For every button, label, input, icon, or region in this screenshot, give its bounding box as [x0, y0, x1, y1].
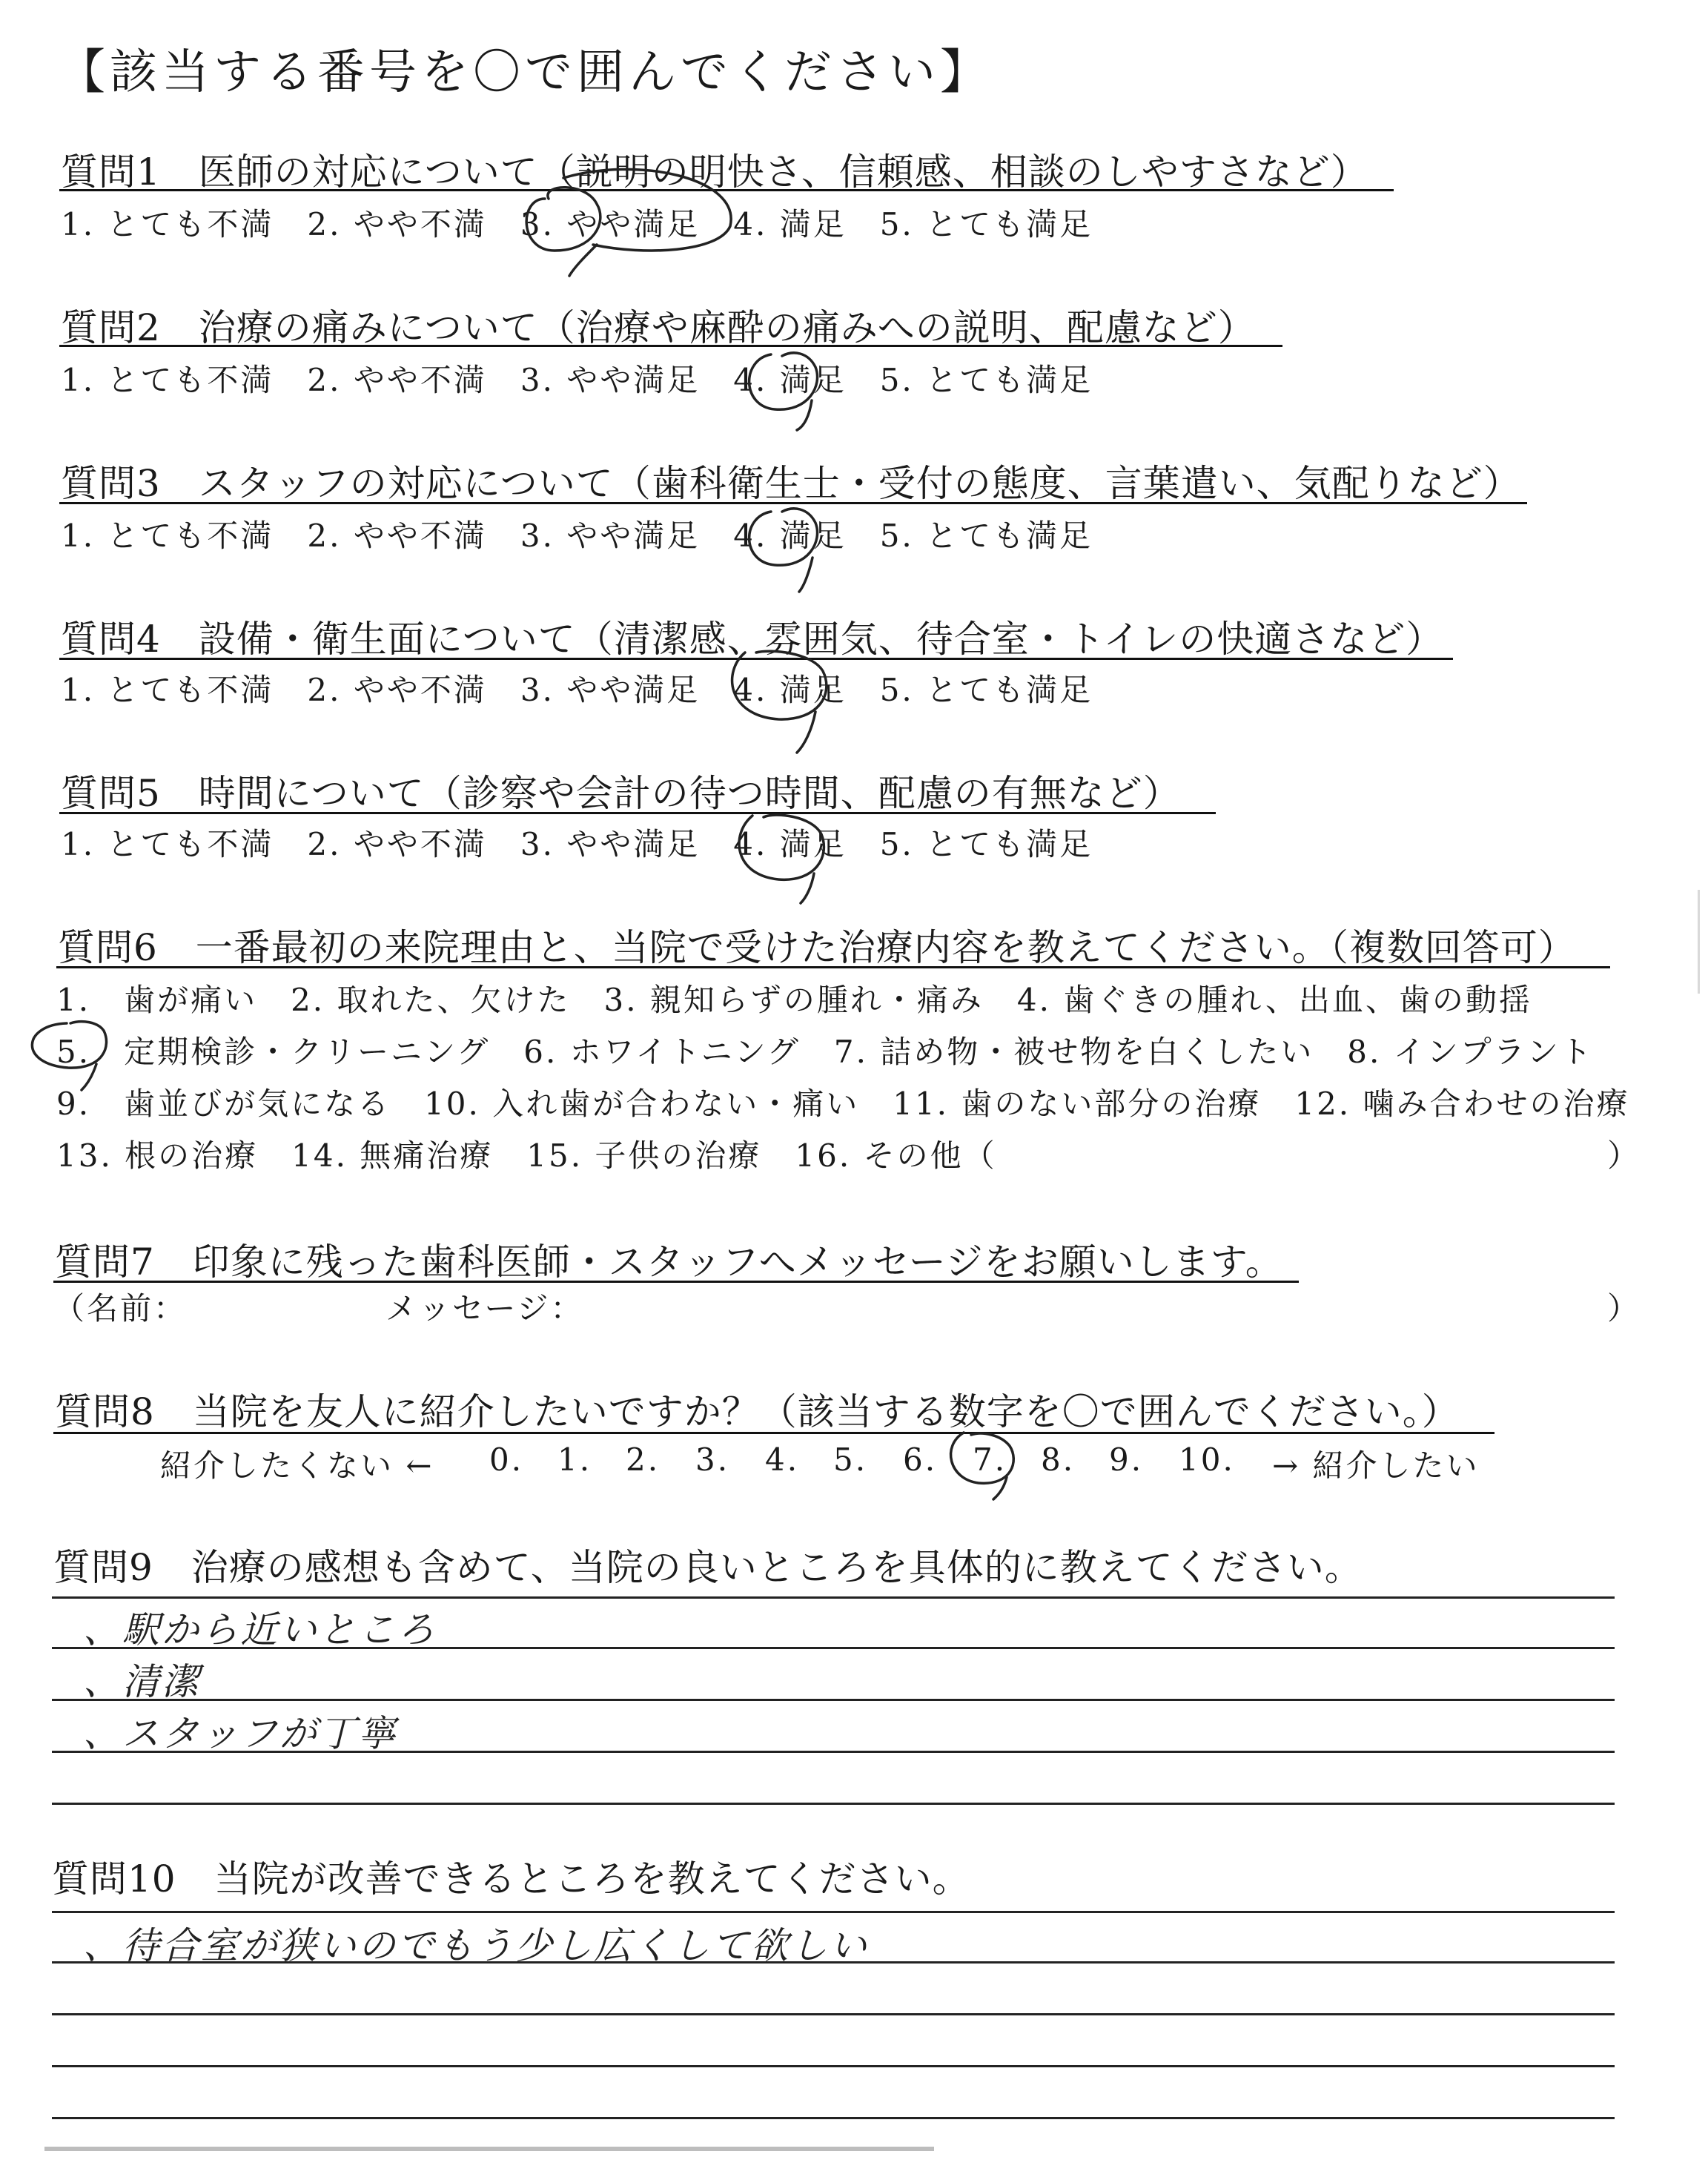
question-4-heading: 質問4 設備・衛生面について（清潔感、雰囲気、待合室・トイレの快適さなど） — [61, 618, 1444, 661]
scan-edge-mark — [1698, 890, 1700, 994]
question-6-options-row-1: 1. 歯が痛い 2. 取れた、欠けた 3. 親知らずの腫れ・痛み 4. 歯ぐきの腫れ、出血、歯の動揺 — [56, 982, 1532, 1018]
q4-circle-tail — [797, 712, 815, 753]
question-4-options: 1. とても不満 2. やや不満 3. やや満足 4. 満足 5. とても満足 — [61, 672, 1093, 708]
question-9-answer-3: 、スタッフが丁寧 — [83, 1712, 397, 1755]
question-2-options: 1. とても不満 2. やや不満 3. やや満足 4. 満足 5. とても満足 — [61, 362, 1093, 398]
question-8-scale-8: 8. — [1041, 1441, 1076, 1478]
question-5-options: 1. とても不満 2. やや不満 3. やや満足 4. 満足 5. とても満足 — [61, 826, 1093, 862]
question-8-scale-2: 2. — [626, 1441, 661, 1478]
question-8-left-label: 紹介したくない ← — [160, 1447, 434, 1484]
question-3-heading: 質問3 スタッフの対応について（歯科衛生士・受付の態度、言葉遣い、気配りなど） — [61, 462, 1521, 505]
question-5-heading: 質問5 時間について（診察や会計の待つ時間、配慮の有無など） — [61, 772, 1181, 815]
question-10-answer-1: 、待合室が狭いのでもう少し広くして欲しい — [83, 1924, 869, 1967]
question-7-heading: 質問7 印象に残った歯科医師・スタッフへメッセージをお願いします。 — [55, 1241, 1283, 1284]
q3-circle-tail — [799, 558, 812, 592]
q2-circle-tail — [797, 400, 812, 430]
question-2-underline — [59, 345, 1282, 347]
question-8-scale-10: 10. — [1179, 1441, 1235, 1478]
question-9-heading: 質問9 治療の感想も含めて、当院の良いところを具体的に教えてください。 — [53, 1546, 1363, 1589]
question-4-underline — [59, 658, 1453, 660]
q5-circle-tail — [801, 873, 814, 903]
question-3-underline — [59, 502, 1527, 504]
question-7-underline — [53, 1281, 1299, 1283]
question-10-rule-4 — [52, 2065, 1615, 2067]
question-10-heading: 質問10 当院が改善できるところを教えてください。 — [52, 1857, 970, 1900]
question-7-close: ） — [1607, 1290, 1641, 1327]
question-10-rule-3 — [52, 2013, 1615, 2015]
page-title: 【該当する番号を〇で囲んでください】 — [58, 45, 992, 100]
question-6-options-row-4: 13. 根の治療 14. 無痛治療 15. 子供の治療 16. その他（ — [56, 1137, 997, 1174]
question-6-other-close: ） — [1607, 1137, 1641, 1174]
question-7-name-label: （名前： — [53, 1290, 188, 1327]
q1-circle-tail — [569, 245, 597, 276]
question-8-scale-9: 9. — [1109, 1441, 1144, 1478]
question-8-heading: 質問8 当院を友人に紹介したいですか？（該当する数字を〇で囲んでください。） — [55, 1390, 1460, 1433]
question-8-underline — [53, 1432, 1494, 1434]
question-1-heading: 質問1 医師の対応について（説明の明快さ、信頼感、相談のしやすさなど） — [61, 151, 1368, 194]
question-8-scale-0: 0. — [489, 1441, 524, 1478]
question-9-rule-1 — [52, 1596, 1615, 1599]
question-10-rule-5 — [52, 2117, 1615, 2119]
question-6-heading: 質問6 一番最初の来院理由と、当院で受けた治療内容を教えてください。（複数回答可） — [58, 926, 1576, 969]
question-8-scale-7: 7. — [973, 1441, 1007, 1478]
question-7-message-label: メッセージ： — [385, 1290, 584, 1327]
question-5-underline — [59, 812, 1216, 814]
question-9-rule-3 — [52, 1699, 1615, 1701]
question-8-scale-1: 1. — [557, 1441, 592, 1478]
question-1-options: 1. とても不満 2. やや不満 3. やや満足 4. 満足 5. とても満足 — [61, 206, 1093, 242]
question-6-options-row-3: 9. 歯並びが気になる 10. 入れ歯が合わない・痛い 11. 歯のない部分の治療 12. 噛み合わせの治療 — [56, 1086, 1630, 1122]
scan-bottom-crop — [44, 2147, 934, 2151]
question-2-heading: 質問2 治療の痛みについて（治療や麻酔の痛みへの説明、配慮など） — [61, 306, 1256, 349]
question-1-underline — [59, 189, 1394, 191]
question-9-answer-1: 、駅から近いところ — [83, 1608, 437, 1651]
question-8-scale-4: 4. — [765, 1441, 800, 1478]
question-9-rule-5 — [52, 1803, 1615, 1805]
question-6-options-row-2: 5. 定期検診・クリーニング 6. ホワイトニング 7. 詰め物・被せ物を白くしたい 8. インプラント — [56, 1034, 1594, 1070]
question-10-rule-1 — [52, 1911, 1615, 1913]
question-8-scale-6: 6. — [903, 1441, 938, 1478]
q8-circle-tail — [993, 1477, 1007, 1499]
question-6-underline — [56, 966, 1610, 968]
question-8-scale-5: 5. — [833, 1441, 868, 1478]
question-8-scale-3: 3. — [695, 1441, 730, 1478]
question-3-options: 1. とても不満 2. やや不満 3. やや満足 4. 満足 5. とても満足 — [61, 518, 1093, 554]
question-8-right-label: → 紹介したい — [1272, 1447, 1480, 1484]
question-9-answer-2: 、清潔 — [83, 1660, 201, 1703]
